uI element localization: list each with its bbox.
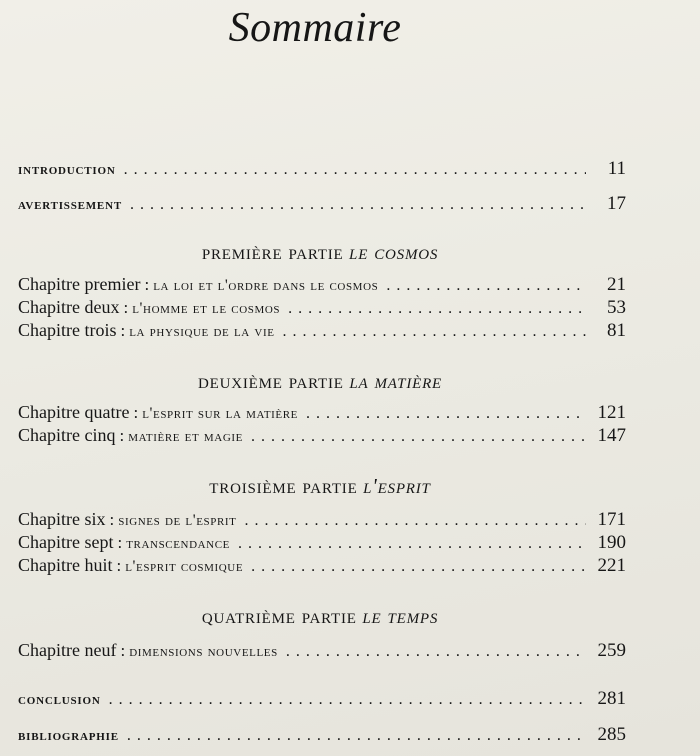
chapter-title: matière et magie: [128, 428, 243, 445]
part-title: quatrième partie: [201, 604, 357, 628]
part-name: le temps: [362, 604, 439, 628]
dot-leader: [251, 558, 586, 576]
toc-entry-bibliographie: [18, 724, 626, 746]
chapter-separator: :: [120, 321, 126, 340]
dot-leader: [386, 277, 586, 295]
dot-leader: [109, 691, 586, 709]
chapter-separator: :: [144, 275, 150, 294]
chapter-label: Chapitre sept: [18, 532, 114, 552]
dot-leader: [124, 161, 586, 179]
part-heading-1: [0, 240, 640, 265]
toc-entry-chapter-5: [18, 425, 626, 447]
chapter-label: Chapitre deux: [18, 297, 120, 317]
part-heading-3: [0, 474, 640, 499]
chapter-separator: :: [119, 426, 125, 445]
chapter-label: Chapitre six: [18, 509, 106, 529]
dot-leader: [283, 323, 586, 341]
chapter-label: Chapitre quatre: [18, 402, 130, 422]
toc-entry-chapter-6: [18, 509, 626, 531]
entry-label: introduction: [18, 162, 116, 178]
toc-entry-introduction: [18, 158, 626, 180]
part-name: la matière: [349, 369, 443, 393]
chapter-separator: :: [116, 556, 122, 575]
page-number: 190: [597, 532, 626, 553]
page-number: 17: [607, 193, 626, 214]
chapter-title: signes de l'esprit: [118, 512, 237, 529]
dot-leader: [286, 643, 586, 661]
chapter-label: Chapitre cinq: [18, 425, 116, 445]
part-title: première partie: [201, 240, 344, 264]
page-title: Sommaire: [228, 5, 402, 51]
dot-leader: [127, 727, 586, 745]
page-number: 53: [607, 297, 626, 318]
toc-entry-chapter-8: [18, 555, 626, 577]
page-number: 147: [597, 425, 626, 446]
chapter-label: Chapitre neuf: [18, 640, 117, 660]
entry-label: bibliographie: [18, 728, 119, 744]
part-title: deuxième partie: [197, 369, 344, 393]
dot-leader: [130, 196, 586, 214]
toc-entry-chapter-2: [18, 297, 626, 319]
page-number: 171: [597, 509, 626, 530]
chapter-title: l'homme et le cosmos: [132, 300, 281, 317]
toc-entry-chapter-7: [18, 532, 626, 554]
chapter-separator: :: [133, 403, 139, 422]
chapter-title: transcendance: [126, 535, 230, 552]
dot-leader: [288, 300, 586, 318]
page-number: 259: [597, 640, 626, 661]
part-heading-4: [0, 604, 640, 629]
toc-entry-avertissement: [18, 193, 626, 215]
chapter-label: Chapitre huit: [18, 555, 113, 575]
chapter-title: l'esprit cosmique: [125, 558, 244, 575]
page-number: 221: [597, 555, 626, 576]
dot-leader: [238, 535, 586, 553]
page-number: 81: [607, 320, 626, 341]
chapter-label: Chapitre trois: [18, 320, 117, 340]
chapter-title: la physique de la vie: [129, 323, 275, 340]
dot-leader: [306, 405, 586, 423]
toc-entry-chapter-4: [18, 402, 626, 424]
part-name: le cosmos: [349, 240, 439, 264]
chapter-separator: :: [109, 510, 115, 529]
chapter-title: la loi et l'ordre dans le cosmos: [153, 277, 379, 294]
page-number: 121: [597, 402, 626, 423]
chapter-title: dimensions nouvelles: [129, 643, 278, 660]
toc-entry-conclusion: [18, 688, 626, 710]
dot-leader: [251, 428, 586, 446]
chapter-separator: :: [123, 298, 129, 317]
dot-leader: [244, 512, 586, 530]
chapter-label: Chapitre premier: [18, 274, 141, 294]
page-number: 11: [607, 158, 626, 179]
part-title: troisième partie: [209, 474, 358, 498]
entry-label: avertissement: [18, 197, 122, 213]
toc-entry-chapter-9: [18, 640, 626, 662]
toc-entry-chapter-1: [18, 274, 626, 296]
page-number: 21: [607, 274, 626, 295]
part-name: l'esprit: [363, 474, 431, 498]
chapter-title: l'esprit sur la matière: [142, 405, 299, 422]
chapter-separator: :: [120, 641, 126, 660]
toc-entry-chapter-3: [18, 320, 626, 342]
page-number: 281: [597, 688, 626, 709]
page-number: 285: [597, 724, 626, 745]
entry-label: conclusion: [18, 692, 101, 708]
chapter-separator: :: [117, 533, 123, 552]
part-heading-2: [0, 369, 640, 394]
